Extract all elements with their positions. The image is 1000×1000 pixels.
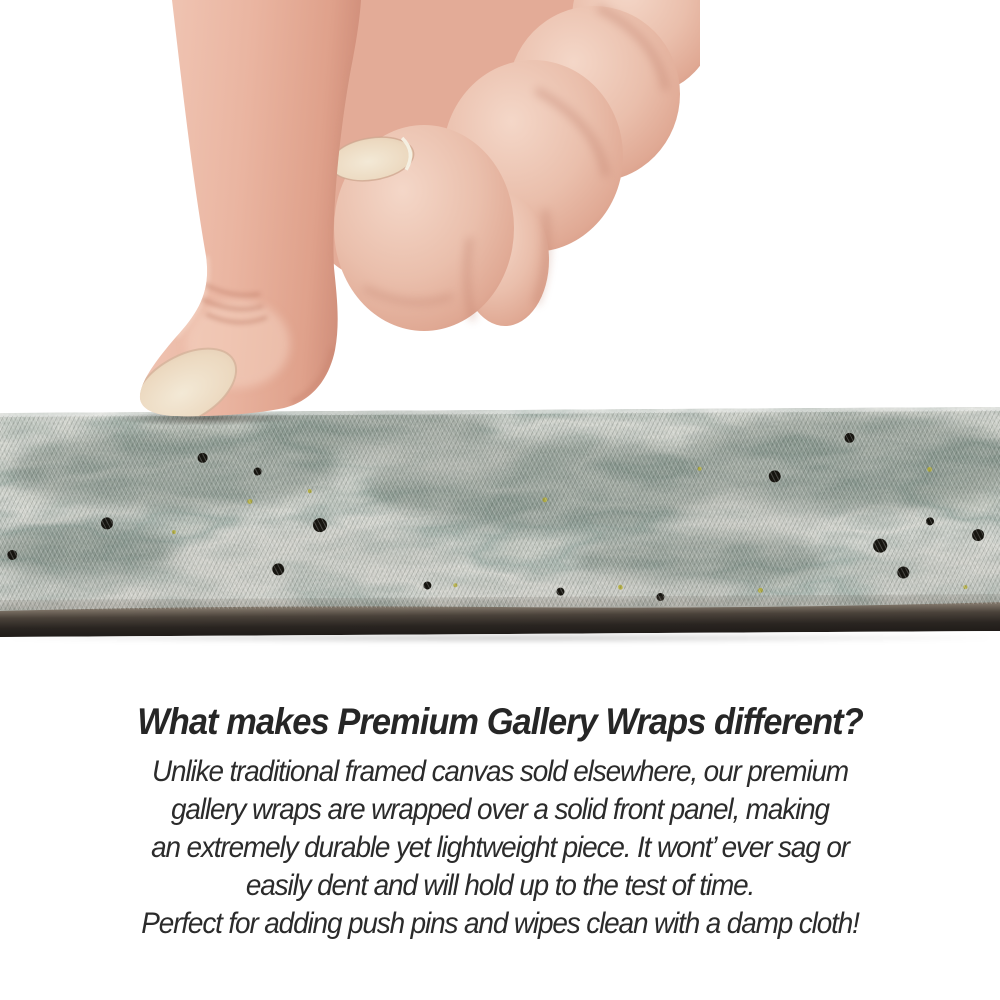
info-line: Unlike traditional framed canvas sold elsewhere, our premium	[152, 755, 848, 788]
info-line: Perfect for adding push pins and wipes clean with a damp cloth!	[141, 907, 859, 940]
info-line: gallery wraps are wrapped over a solid front panel, making	[171, 793, 829, 826]
info-text-block	[35, 700, 965, 943]
info-heading: What makes Premium Gallery Wraps different?	[137, 701, 863, 742]
hand-pressing-illustration	[0, 0, 700, 420]
canvas-edge-strip	[0, 407, 1000, 637]
canvas-weave-overlay	[0, 410, 1000, 610]
info-line: easily dent and will hold up to the test of time.	[245, 869, 755, 902]
info-line: an extremely durable yet lightweight piece. It wont’ ever sag or	[151, 831, 849, 864]
